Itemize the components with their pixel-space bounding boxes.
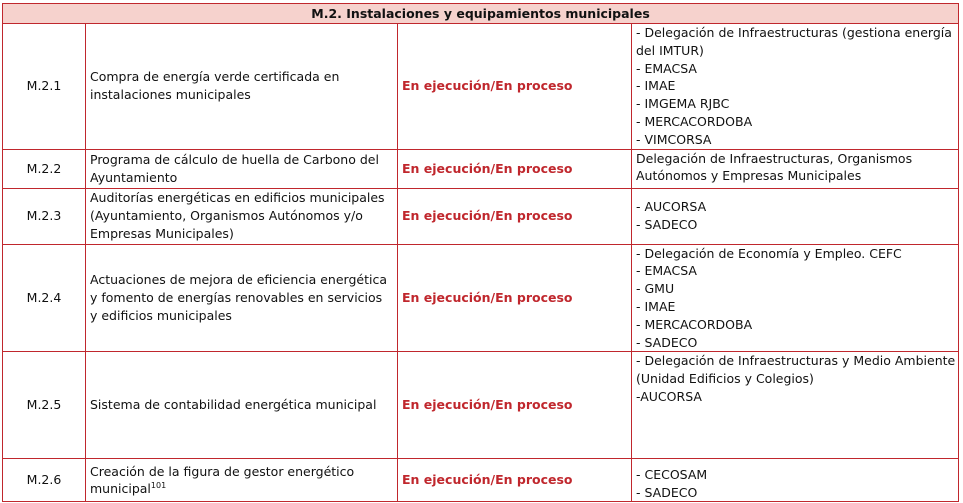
table-row bbox=[3, 244, 959, 352]
measure-status: En ejecución/En proceso bbox=[398, 352, 632, 459]
measure-action-text: Creación de la figura de gestor energético municipal bbox=[90, 463, 355, 497]
measures-table bbox=[2, 3, 959, 502]
measure-status: En ejecución/En proceso bbox=[398, 188, 632, 244]
entity-item: - SADECO bbox=[636, 217, 698, 233]
entity-item: - GMU bbox=[636, 281, 675, 297]
entity-item: - IMAE bbox=[636, 78, 676, 94]
footnote-marker: 101 bbox=[150, 481, 167, 491]
entity-item: - MERCACORDOBA bbox=[636, 113, 753, 129]
measure-code: M.2.1 bbox=[3, 24, 86, 150]
entity-item: -AUCORSA bbox=[636, 388, 702, 404]
measure-action: Compra de energía verde certificada en instalaciones municipales bbox=[86, 24, 398, 150]
table-row bbox=[3, 24, 959, 150]
entity-item: - VIMCORSA bbox=[636, 131, 712, 147]
measure-action: Programa de cálculo de huella de Carbono del Ayuntamiento bbox=[86, 149, 398, 188]
entity-item: - Delegación de Infraestructuras y Medio Ambiente bbox=[636, 353, 956, 369]
table-row bbox=[3, 188, 959, 244]
entity-item: - EMACSA bbox=[636, 60, 697, 76]
entity-item: Delegación de Infraestructuras, Organismos Autónomos y Empresas Municipales bbox=[636, 150, 913, 184]
entity-item: - IMAE bbox=[636, 298, 676, 314]
measure-entities bbox=[632, 188, 959, 244]
entity-item: - CECOSAM bbox=[636, 466, 708, 482]
table-title: M.2. Instalaciones y equipamientos municipales bbox=[3, 4, 959, 24]
entity-item: - IMGEMA RJBC bbox=[636, 96, 730, 112]
measure-status: En ejecución/En proceso bbox=[398, 24, 632, 150]
entity-item: - Delegación de Economía y Empleo. CEFC bbox=[636, 245, 902, 261]
measure-action: Auditorías energéticas en edificios municipales (Ayuntamiento, Organismos Autónomos y/o Empresas Municipales) bbox=[86, 188, 398, 244]
measure-status: En ejecución/En proceso bbox=[398, 244, 632, 352]
measure-entities bbox=[632, 244, 959, 352]
entity-item: - SADECO bbox=[636, 484, 698, 500]
entity-item: - Delegación de Infraestructuras (gestiona energía del IMTUR) bbox=[636, 25, 952, 58]
measure-entities bbox=[632, 149, 959, 188]
entity-item: - EMACSA bbox=[636, 263, 697, 279]
table-row bbox=[3, 459, 959, 502]
measure-code: M.2.5 bbox=[3, 352, 86, 459]
measure-status: En ejecución/En proceso bbox=[398, 459, 632, 502]
measure-code: M.2.3 bbox=[3, 188, 86, 244]
entity-item: (Unidad Edificios y Colegios) bbox=[636, 371, 814, 387]
table-row bbox=[3, 352, 959, 459]
measure-action bbox=[86, 459, 398, 502]
entity-item: - AUCORSA bbox=[636, 199, 707, 215]
table-row bbox=[3, 149, 959, 188]
measure-action: Actuaciones de mejora de eficiencia energética y fomento de energías renovables en servicios y edificios municipales bbox=[86, 244, 398, 352]
measure-entities bbox=[632, 24, 959, 150]
table-header-row bbox=[3, 4, 959, 24]
entity-item: - SADECO bbox=[636, 334, 698, 350]
measure-action: Sistema de contabilidad energética municipal bbox=[86, 352, 398, 459]
measure-entities bbox=[632, 352, 959, 459]
measure-code: M.2.2 bbox=[3, 149, 86, 188]
measure-status: En ejecución/En proceso bbox=[398, 149, 632, 188]
entity-item: - MERCACORDOBA bbox=[636, 316, 753, 332]
measure-entities bbox=[632, 459, 959, 502]
measure-code: M.2.4 bbox=[3, 244, 86, 352]
measure-code: M.2.6 bbox=[3, 459, 86, 502]
